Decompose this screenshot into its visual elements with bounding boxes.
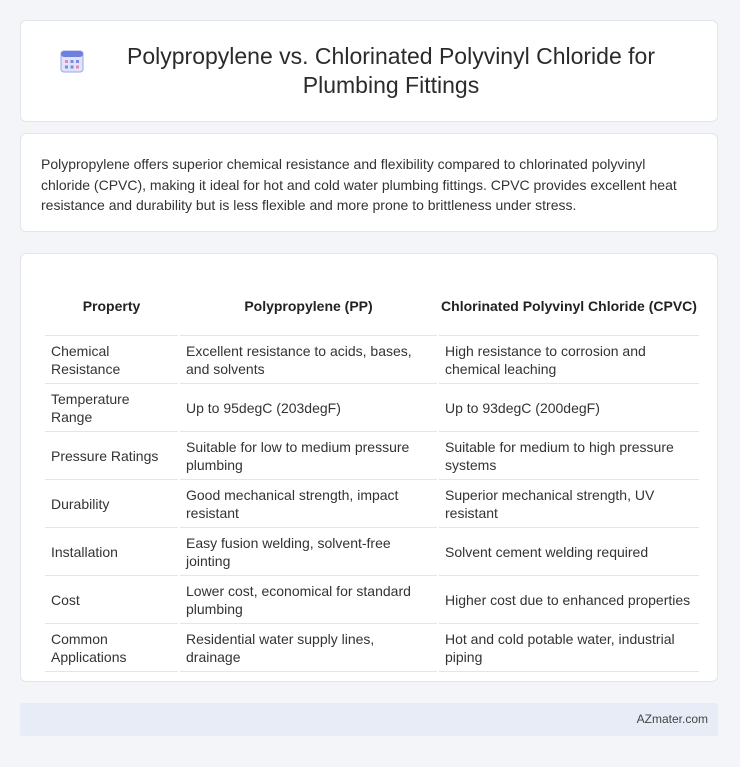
header-property: Property: [45, 277, 178, 336]
table-row: [45, 529, 699, 576]
cell-property: Installation: [45, 529, 178, 576]
comparison-card: [20, 253, 718, 682]
cell-property: Common Applications: [45, 625, 178, 672]
cell-pp: Residential water supply lines, drainage: [180, 625, 437, 672]
cell-property: Pressure Ratings: [45, 433, 178, 480]
cell-cpvc: Up to 93degC (200degF): [439, 385, 699, 432]
cell-pp: Suitable for low to medium pressure plumbing: [180, 433, 437, 480]
summary-text: Polypropylene offers superior chemical resistance and flexibility compared to chlorinated polyvinyl chloride (CPVC), making it ideal for hot and cold water plumbing fittings. CPVC provides excellent heat resistance and durability but is less flexible and more prone to brittleness under stress.: [41, 156, 677, 213]
cell-cpvc: Higher cost due to enhanced properties: [439, 577, 699, 624]
calendar-grid-icon: [59, 48, 85, 74]
title-wrap: [59, 42, 679, 100]
footer-bar: [20, 703, 718, 736]
summary-card: [20, 133, 718, 232]
page-title: Polypropylene vs. Chlorinated Polyvinyl Chloride for Plumbing Fittings: [127, 43, 655, 98]
cell-property: Cost: [45, 577, 178, 624]
table-header-row: [45, 277, 699, 336]
cell-pp: Good mechanical strength, impact resistant: [180, 481, 437, 528]
table-row: [45, 433, 699, 480]
comparison-table: [43, 276, 701, 673]
header-pp: Polypropylene (PP): [180, 277, 437, 336]
cell-pp: Up to 95degC (203degF): [180, 385, 437, 432]
table-row: [45, 337, 699, 384]
cell-pp: Lower cost, economical for standard plumbing: [180, 577, 437, 624]
cell-cpvc: Superior mechanical strength, UV resistant: [439, 481, 699, 528]
title-card: [20, 20, 718, 122]
cell-property: Durability: [45, 481, 178, 528]
table-row: [45, 385, 699, 432]
cell-cpvc: High resistance to corrosion and chemical leaching: [439, 337, 699, 384]
cell-pp: Excellent resistance to acids, bases, and solvents: [180, 337, 437, 384]
table-row: [45, 481, 699, 528]
header-cpvc: Chlorinated Polyvinyl Chloride (CPVC): [439, 277, 699, 336]
cell-pp: Easy fusion welding, solvent-free jointing: [180, 529, 437, 576]
table-row: [45, 625, 699, 672]
cell-cpvc: Solvent cement welding required: [439, 529, 699, 576]
cell-property: Temperature Range: [45, 385, 178, 432]
cell-cpvc: Suitable for medium to high pressure systems: [439, 433, 699, 480]
table-row: [45, 577, 699, 624]
footer-brand-link[interactable]: AZmater.com: [636, 712, 708, 726]
cell-property: Chemical Resistance: [45, 337, 178, 384]
cell-cpvc: Hot and cold potable water, industrial piping: [439, 625, 699, 672]
